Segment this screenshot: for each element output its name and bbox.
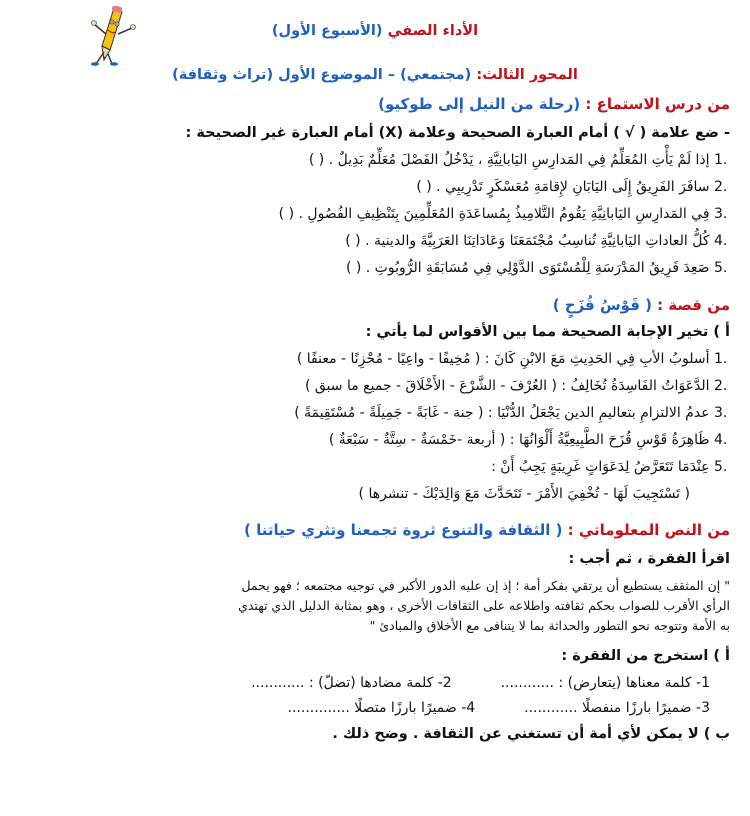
item-text: عدمُ الالتزامِ بتعاليمِ الدين يَجْعَلُ الدُّنْيَا : ( جنة - غَابَةً - جَمِيلَةً - مُسْتَقِيمَةً ) bbox=[294, 405, 710, 421]
item-number: 5. bbox=[714, 260, 728, 276]
item-number: 2. bbox=[714, 179, 728, 195]
item-number: 2. bbox=[714, 378, 728, 394]
item-number: 4. bbox=[714, 233, 728, 249]
page-title bbox=[0, 20, 750, 39]
extract-prompt: أ ) استخرج من الفقرة : bbox=[561, 648, 730, 664]
list-item bbox=[0, 206, 730, 222]
info-label: من النص المعلوماتي : bbox=[567, 521, 730, 539]
item-text: عِنْدَمَا تَتَعَرَّضُ لِدَعَوَاتٍ غَرِيبَةٍ يَجِبُ أَنْ : bbox=[491, 459, 710, 475]
list-item bbox=[0, 152, 730, 168]
extract-item-4: 4- ضميرًا بارزًا متصلًا .............. bbox=[287, 700, 476, 716]
title-main: الأداء الصفي bbox=[387, 23, 479, 39]
item-text: كُلُّ العاداتِ اليَابانِيَّةِ تُناسِبُ مُجْتَمَعَنَا وَعَادَاتِنَا العَرَبِيَّةَ والدينية . ( ) bbox=[345, 233, 710, 249]
item-number: 5. bbox=[714, 459, 728, 475]
story-heading bbox=[0, 295, 730, 314]
info-heading bbox=[0, 520, 730, 539]
axis-label: المحور الثالث: bbox=[476, 67, 578, 83]
axis-heading bbox=[0, 64, 750, 83]
item-text: صَعِدَ فَرِيقُ المَدْرَسَةِ لِلْمُسْتَوَى الدَّوْلِي فِي مُسَابَقَةِ الرُّوبُوتِ . ( ) bbox=[345, 260, 710, 276]
paragraph-line: به الأمة وتتوجه نحو التطور والحداثة بما لا يتنافى مع الأخلاق والمبادئ " bbox=[369, 618, 730, 633]
extract-item-3: 3- ضميرًا بارزًا منفصلًا ............ bbox=[524, 700, 710, 716]
story-title: ( قَوْسُ قُزَحٍ ) bbox=[552, 296, 652, 314]
list-item bbox=[0, 432, 730, 448]
item-text: الدَّعَوَاتُ الفَاسِدَةُ تُخَالِفُ : ( العُرْفَ - الشَّرْعَ - الأَخْلَاقَ - جميع ما سبق ) bbox=[304, 378, 710, 394]
listening-title: (رحلة من النيل إلى طوكيو) bbox=[378, 95, 581, 113]
list-item bbox=[0, 351, 730, 367]
listening-label: من درس الاستماع : bbox=[585, 95, 730, 113]
read-prompt: اقرأ الفقرة ، ثم أجب : bbox=[568, 551, 730, 567]
extract-item-1: 1- كلمة معناها (يتعارض) : ............ bbox=[500, 675, 710, 691]
extract-row-1 bbox=[0, 675, 710, 691]
question-b: ب ) لا يمكن لأي أمة أن تستغني عن الثقافة . وضح ذلك . bbox=[332, 726, 730, 742]
item-number: 1. bbox=[714, 152, 728, 168]
extract-row-2 bbox=[0, 700, 710, 716]
item-number: 4. bbox=[714, 432, 728, 448]
paragraph-line: " إن المثقف يستطيع أن يرتقي بفكر أمة ؛ إذ إن عليه الدور الأكبر في توجيه مجتمعه ؛ فهو يحمل bbox=[241, 578, 730, 593]
item-number: 1. bbox=[714, 351, 728, 367]
listening-instruction: - ضع علامة ( √ ) أمام العبارة الصحيحة وعلامة (X) أمام العبارة غير الصحيحة : bbox=[185, 125, 730, 141]
title-week: (الأسبوع الأول) bbox=[271, 23, 383, 39]
list-item bbox=[0, 405, 730, 421]
item-text: سافَرَ الفَرِيقُ إِلَى اليَابَانِ لإِقامَةِ مُعَسْكَرٍ تَدْرِيبِي . ( ) bbox=[416, 179, 710, 195]
extract-item-2: 2- كلمة مضادها (تضلّ) : ............ bbox=[251, 675, 452, 691]
listening-heading bbox=[0, 94, 730, 113]
story-label: من قصة : bbox=[657, 296, 730, 314]
paragraph-line: الرأي الأقرب للصواب بحكم ثقافته واطلاعه على الثقافات الأخرى ، وهو بمثابة الدليل الذي تهتدي bbox=[238, 598, 730, 613]
list-item bbox=[0, 179, 730, 195]
list-item bbox=[0, 378, 730, 394]
axis-text: (مجتمعي) – الموضوع الأول (تراث وثقافة) bbox=[172, 67, 472, 83]
item-number: 3. bbox=[714, 405, 728, 421]
list-item bbox=[0, 459, 730, 475]
item-text: ظَاهِرَةُ قَوْسِ قُزَحَ الطَّبِيعِيَّةُ أَلْوَانُهَا : ( أربعة -خَمْسَةٌ - سِتَّةٌ - سَبْعَةٌ ) bbox=[328, 432, 710, 448]
list-item bbox=[0, 233, 730, 249]
info-title: ( الثقافة والتنوع ثروة تجمعنا وتثري حياتنا ) bbox=[244, 521, 563, 539]
item-text: إذا لَمْ يَأْتِ المُعَلِّمُ فِي المَدارِسِ اليَابانِيَّةِ ، يَدْخُلُ الفَصْلَ مُعَلِّمٌ بَدِيلٌ . ( ) bbox=[308, 152, 710, 168]
item-text: فِي المَدارِسِ اليَابانِيَّةِ يَقُومُ التَّلامِيذُ بِمُساعَدَةِ المُعَلِّمِينَ بِتَنْظِيفِ الفُصُولِ . ( ) bbox=[278, 206, 710, 222]
list-item bbox=[0, 260, 730, 276]
story-instruction: أ ) تخير الإجابة الصحيحة مما بين الأقواس لما يأتي : bbox=[365, 324, 730, 340]
item-number: 3. bbox=[714, 206, 728, 222]
item-text: أسلوبُ الأبِ فِي الحَدِيثِ مَعَ الابْنِ كَانَ : ( مُخِيفًا - واعِيًا - مُحْزِنًا - معنفًا ) bbox=[296, 351, 710, 367]
item5-options: ( تَسْتَجِيبَ لَهَا - تُخْفِيَ الأَمْرَ - تَتَحَدَّثَ مَعَ وَالِدَيْكَ - تنشرها ) bbox=[358, 486, 690, 502]
